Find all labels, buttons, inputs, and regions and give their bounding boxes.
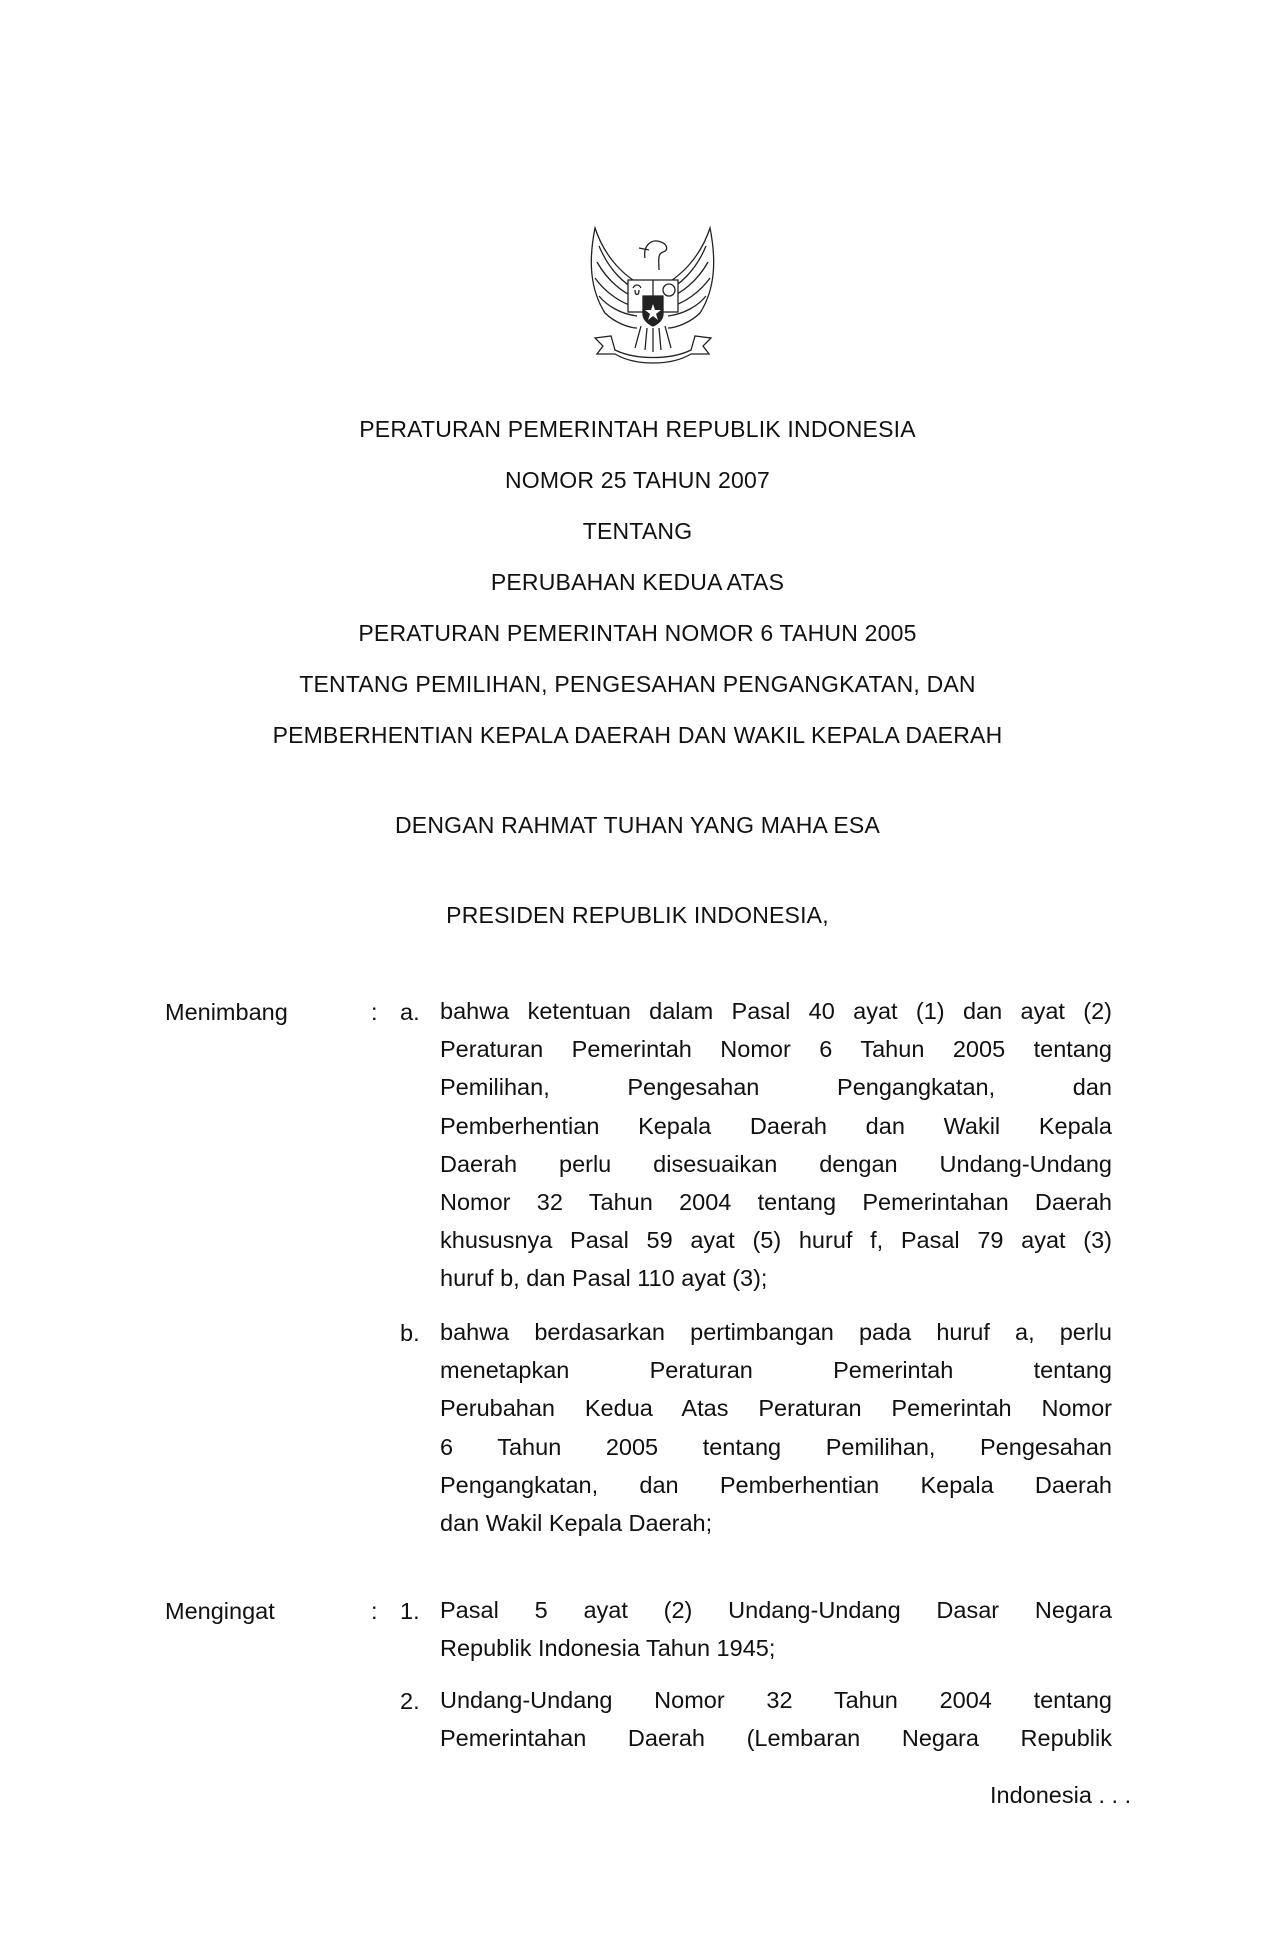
menimbang-item-a [440,992,1112,1298]
text-line: bahwa ketentuan dalam Pasal 40 ayat (1) dan ayat (2) [440,998,1112,1024]
text-line: Daerah perlu disesuaikan dengan Undang-Undang [440,1150,1112,1177]
menimbang-marker-b: b. [400,1320,420,1346]
regulation-subject-3: TENTANG PEMILIHAN, PENGESAHAN PENGANGKATAN, DAN [299,671,976,697]
text-line: Perubahan Kedua Atas Peraturan Pemerintah Nomor [440,1395,1112,1422]
text-line: Pemilihan, Pengesahan Pengangkatan, dan [440,1074,1112,1101]
garuda-pancasila-emblem-icon [575,218,730,383]
regulation-tentang: TENTANG [582,518,693,544]
regulation-subject-1: PERUBAHAN KEDUA ATAS [490,569,785,595]
mengingat-marker-2: 2. [400,1688,420,1714]
page-continuation: Indonesia . . . [990,1782,1132,1808]
menimbang-item-b [440,1313,1112,1542]
text-line: bahwa berdasarkan pertimbangan pada huruf a, perlu [440,1319,1112,1345]
text-line: Pemberhentian Kepala Daerah dan Wakil Kepala [440,1112,1112,1139]
menimbang-label: Menimbang [165,999,288,1025]
menimbang-marker-a: a. [400,999,420,1025]
menimbang-colon: : [371,999,378,1025]
text-line: Nomor 32 Tahun 2004 tentang Pemerintahan Daerah [440,1189,1112,1216]
mengingat-marker-1: 1. [400,1598,420,1624]
text-line: khususnya Pasal 59 ayat (5) huruf f, Pasal 79 ayat (3) [440,1227,1112,1254]
regulation-number: NOMOR 25 TAHUN 2007 [505,467,770,493]
regulation-subject-2: PERATURAN PEMERINTAH NOMOR 6 TAHUN 2005 [358,620,917,646]
mengingat-colon: : [371,1598,378,1624]
text-line: Republik Indonesia Tahun 1945; [440,1635,776,1662]
text-line: Undang-Undang Nomor 32 Tahun 2004 tentang [440,1687,1112,1713]
text-line: Pengangkatan, dan Pemberhentian Kepala Daerah [440,1471,1112,1498]
regulation-subject-4: PEMBERHENTIAN KEPALA DAERAH DAN WAKIL KEPALA DAERAH [272,722,1003,748]
text-line: dan Wakil Kepala Daerah; [440,1510,713,1537]
text-line: Pasal 5 ayat (2) Undang-Undang Dasar Negara [440,1597,1112,1623]
mengingat-label: Mengingat [165,1598,275,1624]
regulation-title: PERATURAN PEMERINTAH REPUBLIK INDONESIA [359,416,916,442]
mengingat-item-1 [440,1591,1112,1667]
text-line: menetapkan Peraturan Pemerintah tentang [440,1357,1112,1384]
text-line: Pemerintahan Daerah (Lembaran Negara Republik [440,1725,1112,1752]
text-line: Peraturan Pemerintah Nomor 6 Tahun 2005 tentang [440,1036,1112,1063]
invocation: DENGAN RAHMAT TUHAN YANG MAHA ESA [394,812,880,838]
mengingat-item-2 [440,1681,1112,1757]
issuer: PRESIDEN REPUBLIK INDONESIA, [446,902,829,928]
text-line: huruf b, dan Pasal 110 ayat (3); [440,1265,768,1292]
text-line: 6 Tahun 2005 tentang Pemilihan, Pengesahan [440,1433,1112,1460]
